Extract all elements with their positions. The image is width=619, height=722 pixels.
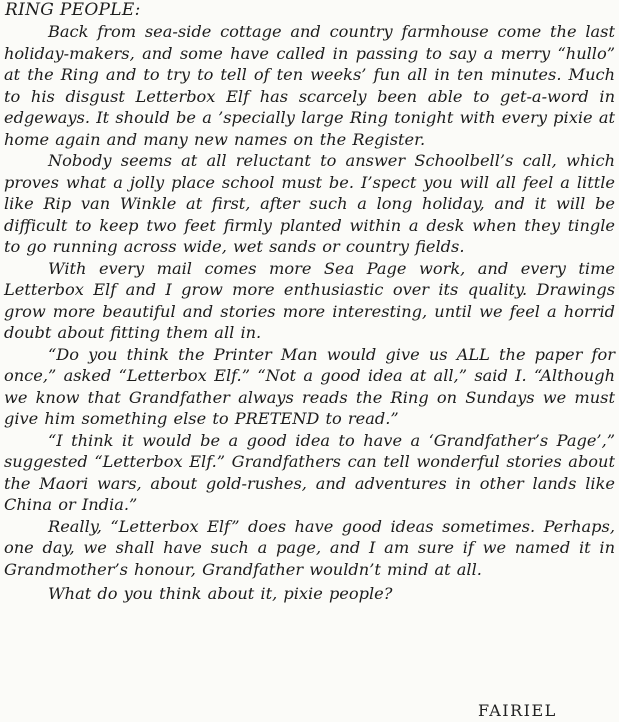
paragraph-return-from-holidays: Back from sea-side cottage and country farmhouse come the last holiday-makers, and some have called in passing to say a merry “hullo” at the Ring and to try to tell of ten weeks’ fun all in ten minutes. Much to his disgust Letterbox Elf has scarcely been able to get-a-word in edgeways. It should be a ’specially large Ring tonight with every pixie at home again and many new names on the Register.: [4, 22, 615, 149]
paragraph-grandfathers-page: “I think it would be a good idea to have a ‘Grandfather’s Page’,” suggested “Letterbox Elf.” Grandfathers can tell wonderful stories about the Maori wars, about gold-rushes, and adventures in other lands like China or India.”: [4, 430, 615, 514]
paragraph-good-ideas: Really, “Letterbox Elf” does have good ideas sometimes. Perhaps, one day, we shall have such a page, and I am sure if we named it in Grandmother’s honour, Grandfather wouldn’t mind at all.: [4, 516, 615, 579]
author-signature: FAIRIEL: [478, 701, 557, 720]
column-body: [4, 21, 615, 605]
paragraph-closing-question: What do you think about it, pixie people?: [48, 584, 393, 603]
paragraph-school-bell: Nobody seems at all reluctant to answer Schoolbell’s call, which proves what a jolly place school must be. I’spect you will all feel a little like Rip van Winkle at first, after such a long holiday, and it will be difficult to keep two feet firmly planted within a desk when they tingle to go running across wide, wet sands or country fields.: [4, 151, 615, 256]
paragraph-sea-page-work: With every mail comes more Sea Page work, and every time Letterbox Elf and I grow more enthusiastic over its quality. Drawings grow more beautiful and stories more interesting, until we feel a horrid doubt about fitting them all in.: [4, 258, 615, 342]
column-heading: RING PEOPLE:: [5, 0, 141, 20]
paragraph-printer-man: “Do you think the Printer Man would give us ALL the paper for once,” asked “Letterbox Elf.” “Not a good idea at all,” said I. “Although we know that Grandfather always reads the Ring on Sundays we must give him something else to PRETEND to read.”: [4, 344, 615, 428]
